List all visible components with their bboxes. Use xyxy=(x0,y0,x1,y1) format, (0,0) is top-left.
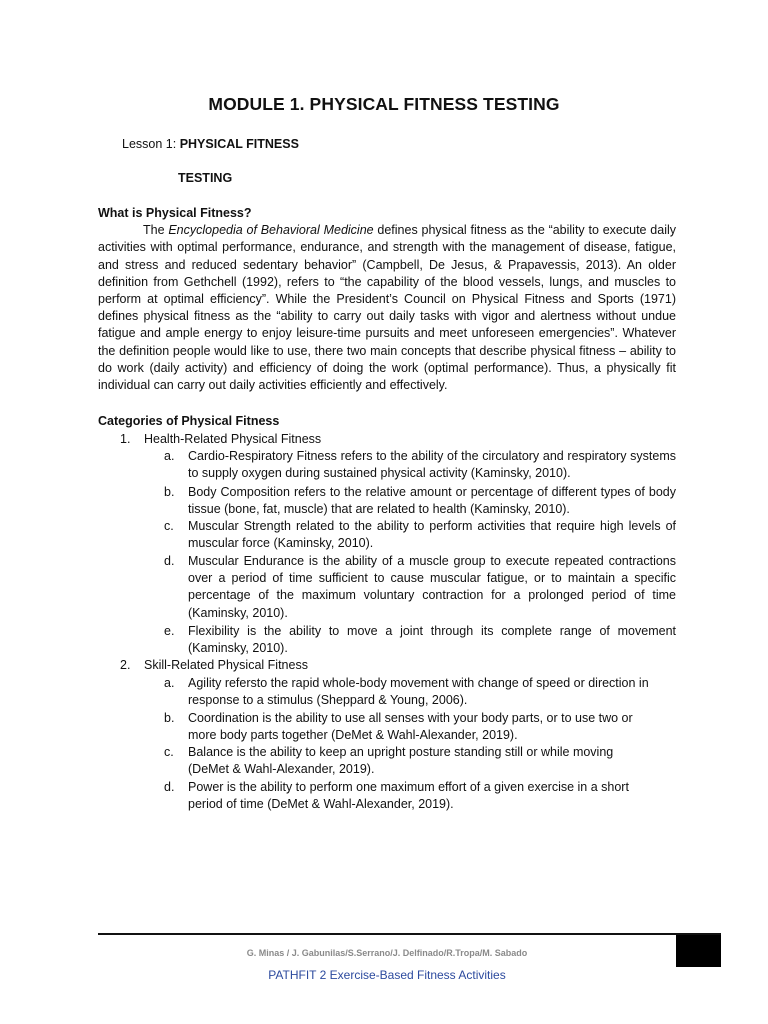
item-letter: a. xyxy=(164,676,175,690)
list-item-body-composition xyxy=(164,484,676,518)
list-item-coordination xyxy=(164,710,676,744)
list-label: Health-Related Physical Fitness xyxy=(144,432,322,446)
item-letter: c. xyxy=(164,519,174,533)
item-text: Power is the ability to perform one maximum effort of a given exercise in a short period of time (DeMet & Wahl-Alexander, 2019). xyxy=(188,780,629,812)
footer-authors: G. Minas / J. Gabunilas/S.Serrano/J. Delfinado/R.Tropa/M. Sabado xyxy=(246,948,528,958)
module-title: MODULE 1. PHYSICAL FITNESS TESTING xyxy=(208,94,560,114)
lesson-prefix: Lesson 1: xyxy=(122,137,180,151)
list-item-muscular-endurance xyxy=(164,553,676,622)
encyclopedia-title: Encyclopedia of Behavioral Medicine xyxy=(168,223,374,238)
list-item-agility xyxy=(164,675,676,709)
lesson-name: PHYSICAL FITNESS xyxy=(179,137,299,151)
item-text: Muscular Endurance is the ability of a muscle group to execute repeated contractions over a period of time sufficient to cause muscular fatigue, or to maintain a specific percentage of the maximum voluntary contraction for a prolonged period of time (Kaminsky, 2010). xyxy=(188,554,676,620)
item-text: Body Composition refers to the relative amount or percentage of different types of body tissue (bone, fat, muscle) that are related to health (Kaminsky, 2010). xyxy=(188,485,676,517)
item-text: Coordination is the ability to use all senses with your body parts, or to use two or more body parts together (DeMet & Wahl-Alexander, 2019). xyxy=(188,711,633,743)
list-number: 2. xyxy=(120,658,131,672)
item-text: Flexibility is the ability to move a joint through its complete range of movement (Kaminsky, 2010). xyxy=(188,624,676,656)
list-number: 1. xyxy=(120,432,131,446)
section-what-is-fitness xyxy=(98,205,676,394)
list-item-muscular-strength xyxy=(164,518,676,552)
paragraph-text-start: The xyxy=(143,223,169,238)
item-letter: b. xyxy=(164,711,175,725)
section-heading: What is Physical Fitness? xyxy=(98,206,252,220)
footer-course-title: PATHFIT 2 Exercise-Based Fitness Activities xyxy=(268,968,506,982)
item-letter: d. xyxy=(164,554,175,568)
footer-rule xyxy=(98,933,721,935)
definition-paragraph xyxy=(98,222,676,394)
categories-heading: Categories of Physical Fitness xyxy=(98,414,280,428)
list-item-balance xyxy=(164,744,676,778)
list-item-flexibility xyxy=(164,623,676,657)
paragraph-text-rest: defines physical fitness as the “ability to execute daily activities with optimal performance, endurance, and strength with the management of disease, fatigue, and stress and reduced sedentary behavior” (Campbell, De Jesus, & Prapavessis, 2013). An older definition from Gethchell (1992), refers to “the capability of the blood vessels, lungs, and muscles to perform at optimal efficiency”. While the President’s Council on Physical Fitness and Sports (1971) defines physical fitness as the “ability to carry out daily tasks with vigor and alertness without undue fatigue and ample energy to enjoy leisure-time pursuits and meet unforeseen emergencies”. Whatever the definition people would like to use, there two main concepts that describe physical fitness – ability to do work (daily activity) and efficiency of doing the work (optimal performance). Thus, a physically fit individual can carry out daily activities efficiently and effectively. xyxy=(98,223,676,393)
item-text: Balance is the ability to keep an upright posture standing still or while moving (DeMet & Wahl-Alexander, 2019). xyxy=(188,745,614,777)
lesson-label xyxy=(122,137,299,151)
list-item-cardio xyxy=(164,448,676,482)
list-label: Skill-Related Physical Fitness xyxy=(144,658,308,672)
item-text: Muscular Strength related to the ability to perform activities that require high levels of muscular force (Kaminsky, 2010). xyxy=(188,519,676,551)
item-letter: c. xyxy=(164,745,174,759)
item-letter: b. xyxy=(164,485,175,499)
item-letter: e. xyxy=(164,624,175,638)
item-text: Cardio-Respiratory Fitness refers to the ability of the circulatory and respiratory systems to supply oxygen during sustained physical activity (Kaminsky, 2010). xyxy=(188,449,676,481)
page-number-box xyxy=(676,935,721,967)
item-letter: a. xyxy=(164,449,175,463)
list-item-power xyxy=(164,779,676,813)
lesson-name-continued: TESTING xyxy=(178,171,233,185)
item-letter: d. xyxy=(164,780,175,794)
item-text: Agility refersto the rapid whole-body movement with change of speed or direction in response to a stimulus (Sheppard & Young, 2006). xyxy=(188,676,649,708)
